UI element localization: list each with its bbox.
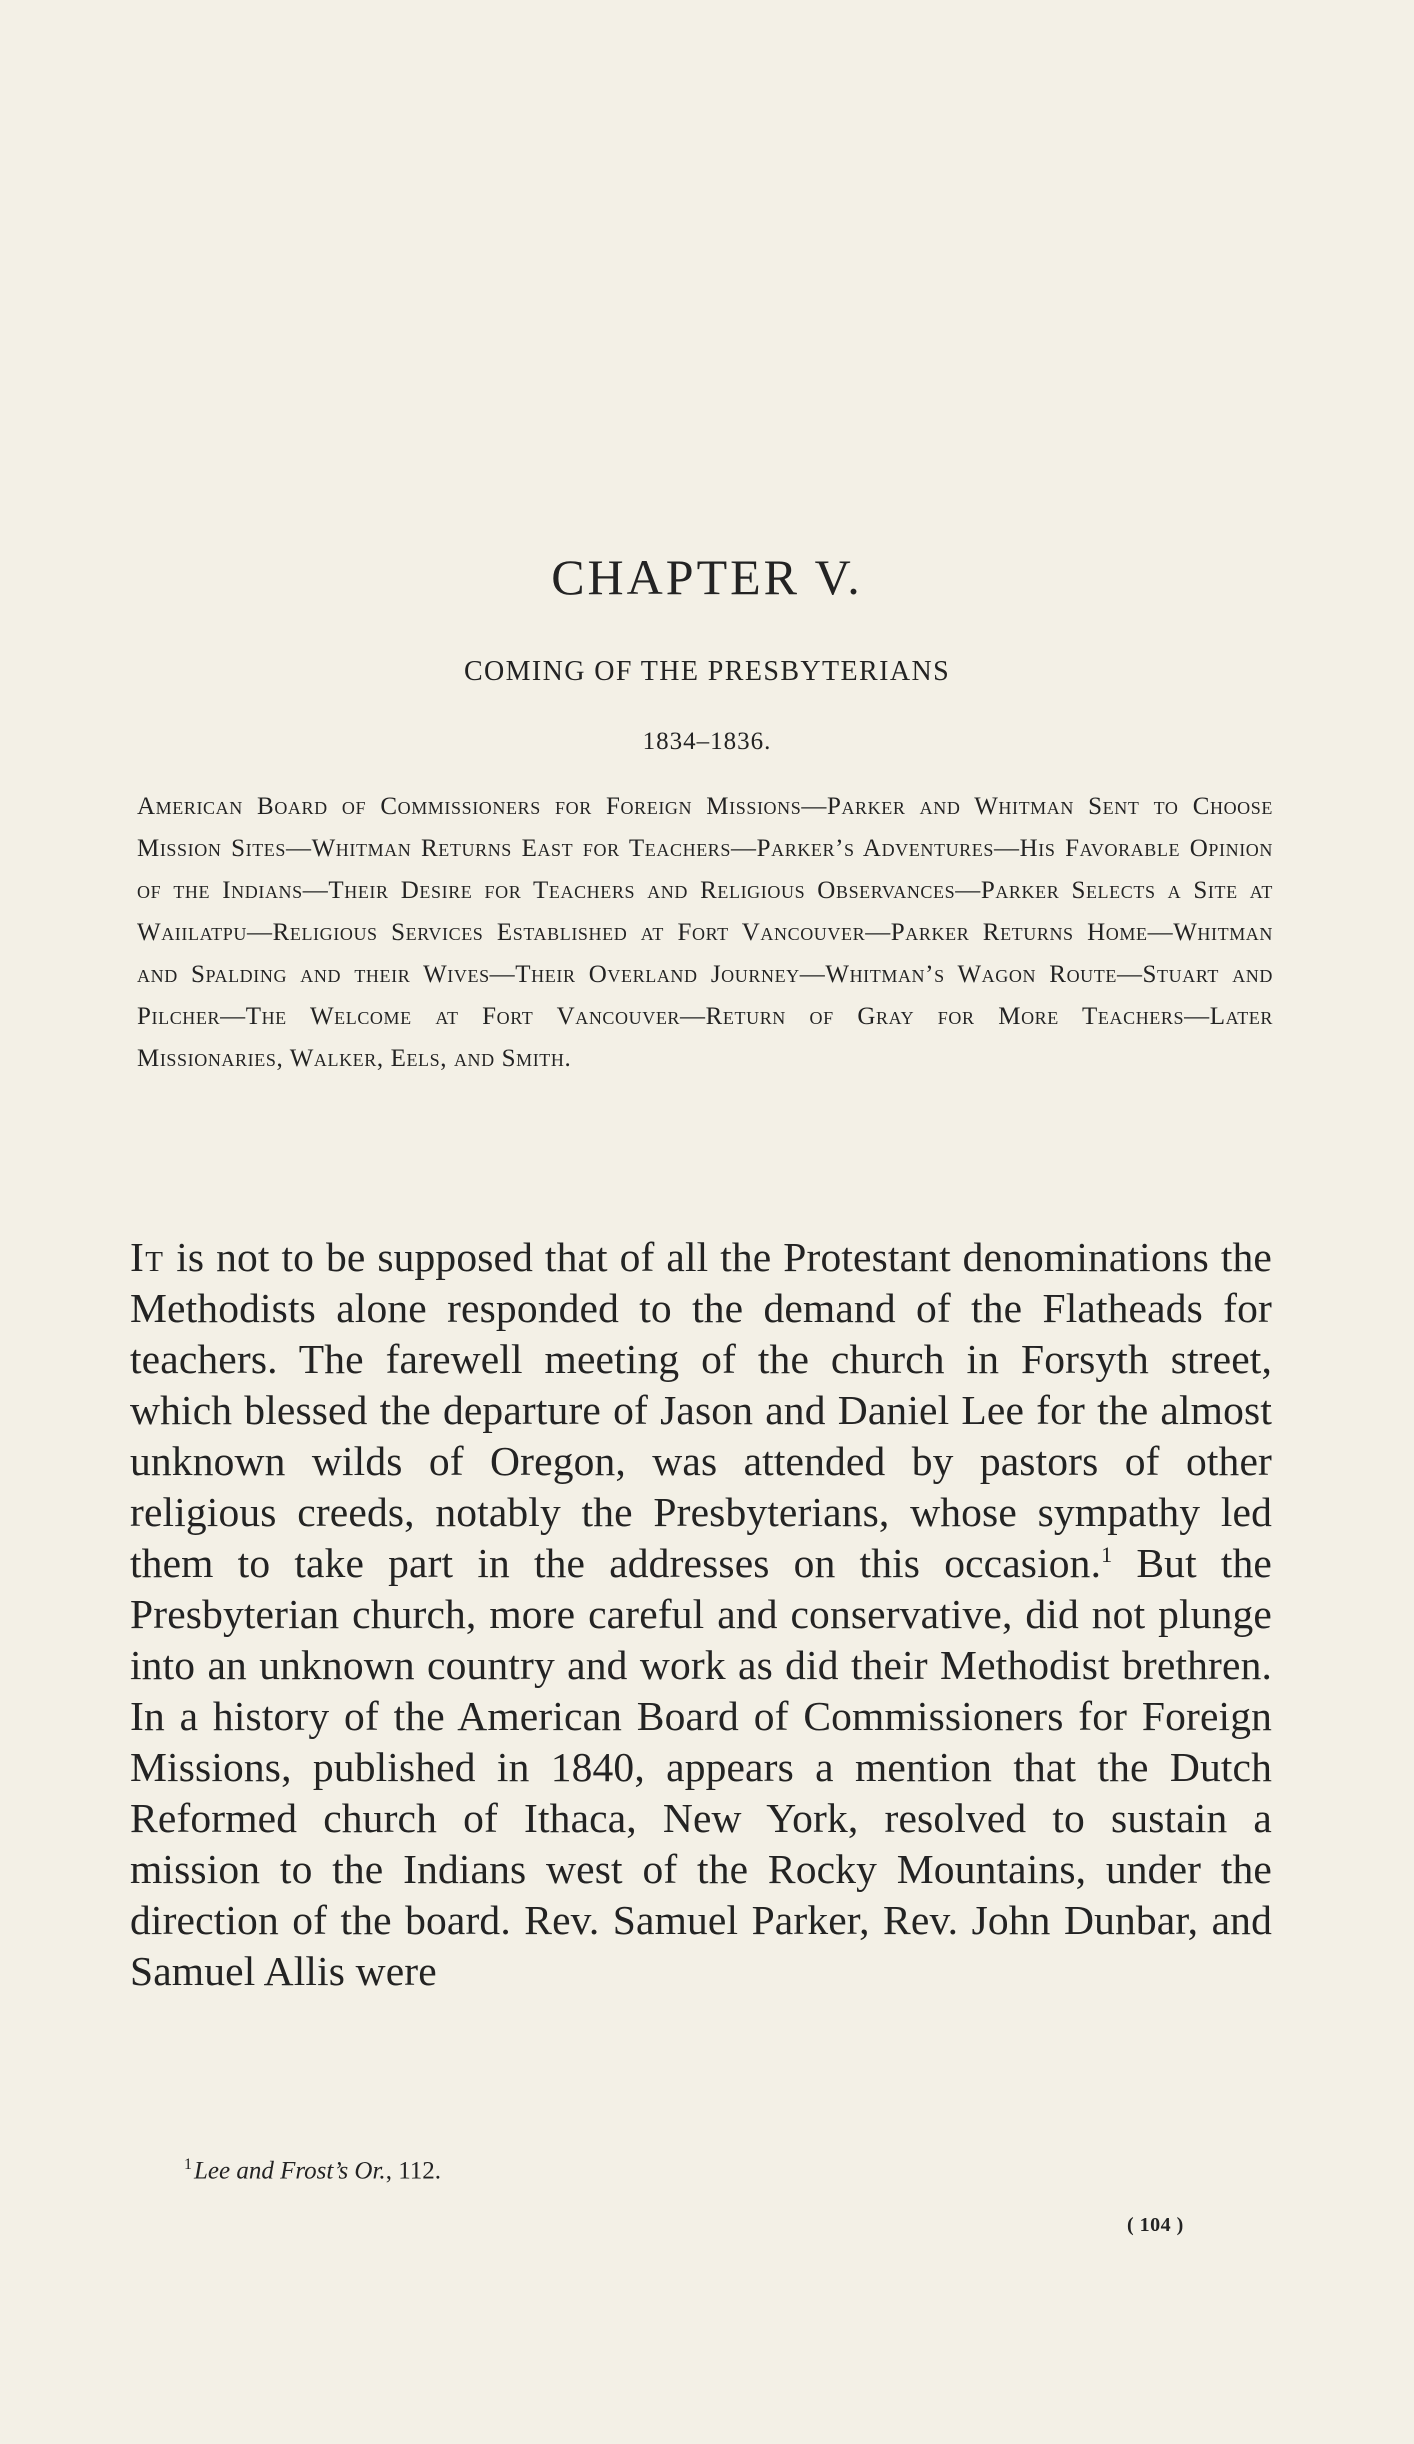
lead-caps: It [130, 1234, 165, 1280]
page-number: ( 104 ) [1127, 2214, 1184, 2236]
chapter-title: CHAPTER V. [551, 549, 863, 605]
chapter-years: 1834–1836. [642, 728, 772, 755]
body-text-part-2: But the Presbyterian church, more careful and conservative, did not plunge into an unknown country and work as did their Methodist brethren. In a history of the American Board of Commissioners for Foreign Missions, published in 1840, appears a mention that the Dutch Reformed church of Ithaca, New York, resolved to sustain a mission to the Indians west of the Rocky Mountains, under the direction of the board. Rev. Samuel Parker, Rev. John Dunbar, and Samuel Allis were [130, 1540, 1272, 1994]
footnote-marker: 1 [184, 2156, 192, 2173]
footnote-page: , 112. [385, 2157, 442, 2185]
chapter-subtitle: COMING OF THE PRESBYTERIANS [463, 656, 951, 687]
body-text-part-1: is not to be supposed that of all the Protestant denominations the Methodists alone responded to the demand of the Flatheads for teachers. The farewell meeting of the church in Forsyth street, which blessed the departure of Jason and Daniel Lee for the almost unknown wilds of Oregon, was attended by pastors of other religious creeds, notably the Presbyterians, whose sympathy led them to take part in the addresses on this occasion. [130, 1234, 1272, 1586]
body-paragraph [130, 1232, 1272, 1997]
chapter-synopsis: American Board of Commissioners for Foreign Missions—Parker and Whitman Sent to Choose Mission Sites—Whitman Returns East for Teachers—Parker’s Adventures—His Favorable Opinion of the Indians—Their Desire for Teachers and Religious Observances—Parker Selects a Site at Waiilatpu—Religious Services Established at Fort Vancouver—Parker Returns Home—Whitman and Spalding and their Wives—Their Overland Journey—Whitman’s Wagon Route—Stuart and Pilcher—The Welcome at Fort Vancouver—Return of Gray for More Teachers—Later Missionaries, Walker, Eels, and Smith. [137, 793, 1273, 1072]
footnote-citation: Lee and Frost’s Or. [194, 2157, 386, 2185]
footnote-reference: 1 [1101, 1542, 1113, 1568]
footnote [184, 2156, 441, 2185]
